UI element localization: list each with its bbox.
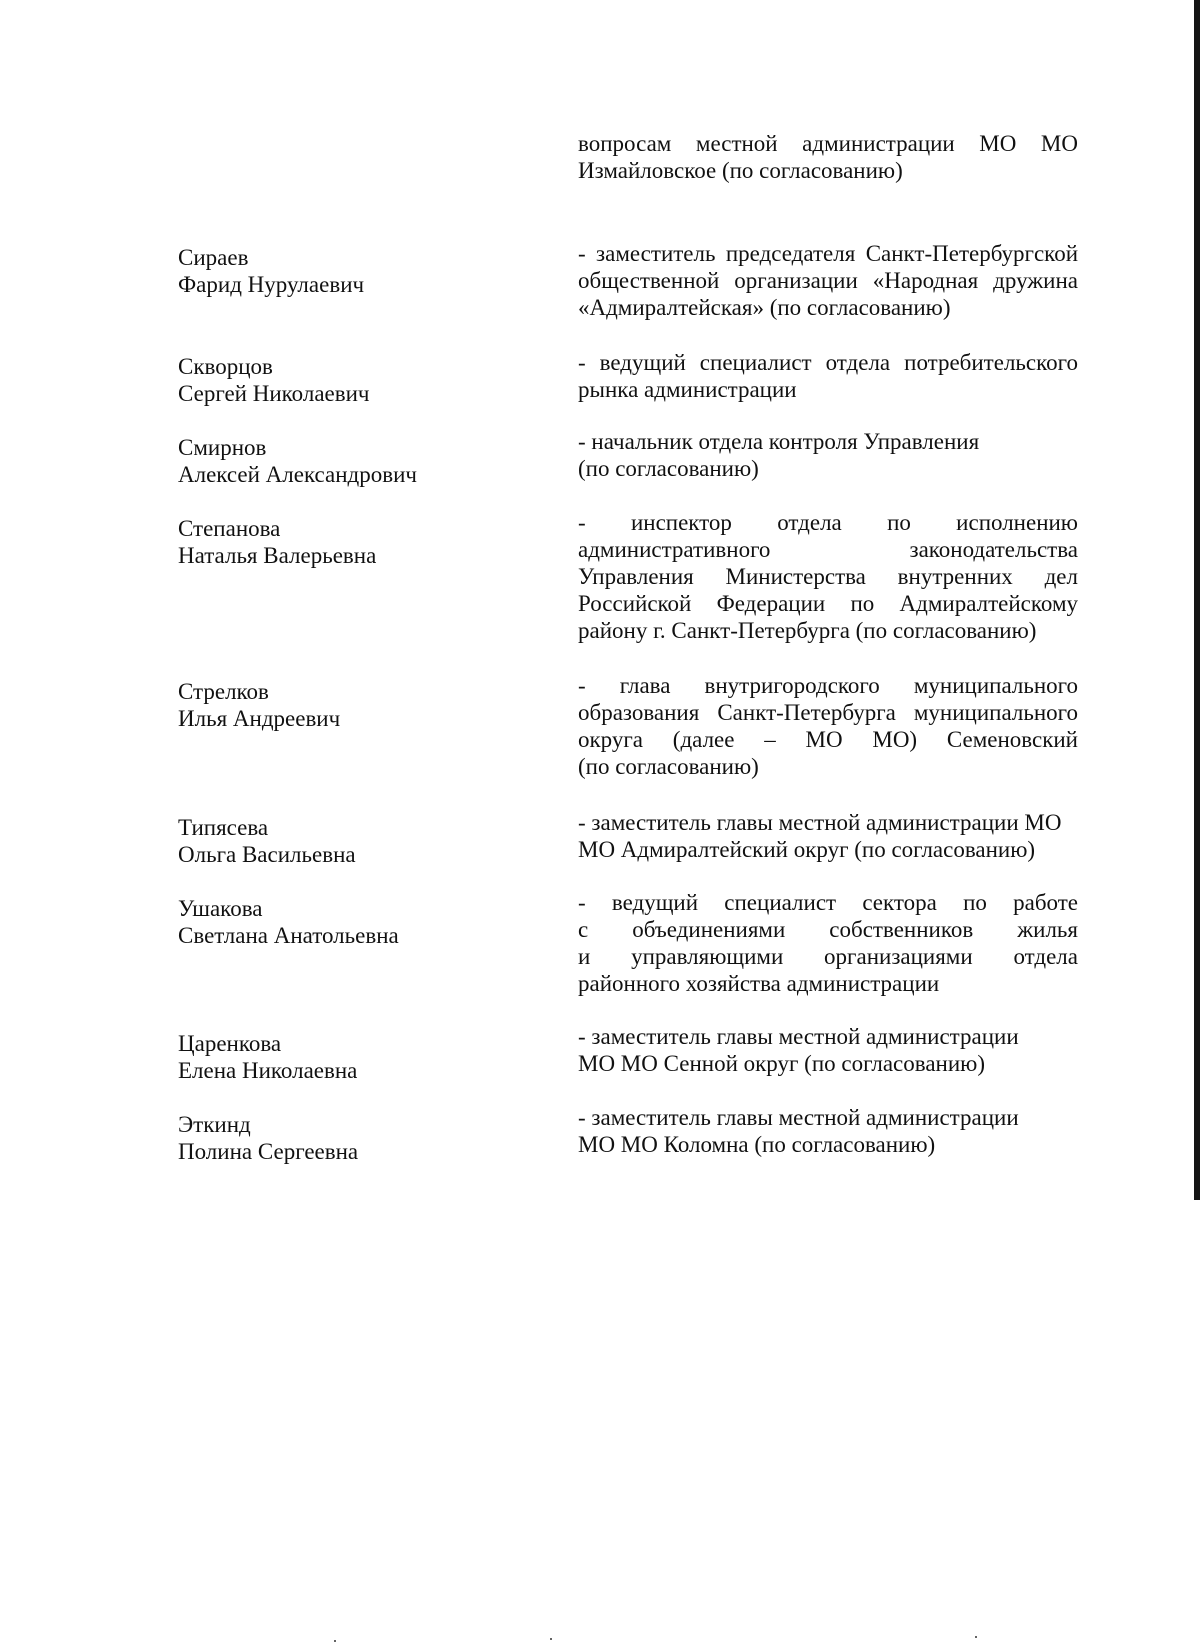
role-line: МО МО Сенной округ (по согласованию) — [578, 1051, 985, 1076]
member-role — [578, 672, 1078, 780]
member-role — [578, 809, 1078, 863]
member-surname: Стрелков — [178, 679, 269, 704]
scan-speck — [334, 1640, 336, 1642]
role-line: МО МО Коломна (по согласованию) — [578, 1132, 936, 1157]
scan-speck — [550, 1638, 552, 1640]
member-role — [578, 889, 1078, 997]
role-line: и управляющими организациями отдела — [578, 944, 1078, 969]
member-name — [178, 244, 508, 298]
member-given-name: Полина Сергеевна — [178, 1139, 359, 1164]
role-line: МО Адмиралтейский округ (по согласованию) — [578, 837, 1036, 862]
member-role — [578, 240, 1078, 321]
role-line: Российской Федерации по Адмиралтейскому — [578, 591, 1078, 616]
continued-role-text — [578, 130, 1078, 184]
member-role — [578, 428, 1078, 482]
member-given-name: Фарид Нурулаевич — [178, 272, 365, 297]
continued-role-line: вопросам местной администрации МО МО — [578, 131, 1078, 156]
member-given-name: Илья Андреевич — [178, 706, 341, 731]
role-line: (по согласованию) — [578, 754, 759, 779]
role-line: образования Санкт-Петербурга муниципального — [578, 700, 1078, 725]
member-given-name: Сергей Николаевич — [178, 381, 370, 406]
role-line: - заместитель главы местной администрации МО — [578, 810, 1062, 835]
member-surname: Скворцов — [178, 354, 273, 379]
member-role — [578, 1023, 1078, 1077]
role-line: с объединениями собственников жилья — [578, 917, 1078, 942]
role-line: - ведущий специалист сектора по работе — [578, 890, 1078, 915]
member-given-name: Ольга Васильевна — [178, 842, 356, 867]
role-line: «Адмиралтейская» (по согласованию) — [578, 295, 951, 320]
member-surname: Степанова — [178, 516, 281, 541]
member-role — [578, 1104, 1078, 1158]
role-line: Управления Министерства внутренних дел — [578, 564, 1078, 589]
role-line: округа (далее – МО МО) Семеновский — [578, 727, 1078, 752]
role-line: - ведущий специалист отдела потребительского — [578, 350, 1078, 375]
role-line: - заместитель главы местной администрации — [578, 1105, 1019, 1130]
role-line: району г. Санкт-Петербурга (по согласованию) — [578, 618, 1037, 643]
role-line: - заместитель главы местной администрации — [578, 1024, 1019, 1049]
member-surname: Смирнов — [178, 435, 267, 460]
member-name — [178, 678, 508, 732]
member-surname: Типясева — [178, 815, 269, 840]
role-line: общественной организации «Народная дружина — [578, 268, 1078, 293]
role-line: - инспектор отдела по исполнению — [578, 510, 1078, 535]
role-line: - начальник отдела контроля Управления — [578, 429, 980, 454]
member-given-name: Елена Николаевна — [178, 1058, 358, 1083]
member-name — [178, 1111, 508, 1165]
scan-speck — [975, 1636, 977, 1638]
member-name — [178, 814, 508, 868]
role-line: (по согласованию) — [578, 456, 759, 481]
member-surname: Эткинд — [178, 1112, 251, 1137]
role-line: - заместитель председателя Санкт-Петербургской — [578, 241, 1078, 266]
member-role — [578, 349, 1078, 403]
member-given-name: Наталья Валерьевна — [178, 543, 377, 568]
member-surname: Сираев — [178, 245, 249, 270]
role-line: рынка администрации — [578, 377, 797, 402]
continued-role-line: Измайловское (по согласованию) — [578, 158, 903, 183]
role-line: административного законодательства — [578, 537, 1078, 562]
member-name — [178, 353, 508, 407]
member-given-name: Алексей Александрович — [178, 462, 417, 487]
member-name — [178, 434, 508, 488]
role-line: - глава внутригородского муниципального — [578, 673, 1078, 698]
member-name — [178, 1030, 508, 1084]
member-given-name: Светлана Анатольевна — [178, 923, 399, 948]
member-name — [178, 895, 508, 949]
member-surname: Ушакова — [178, 896, 263, 921]
role-line: районного хозяйства администрации — [578, 971, 940, 996]
scan-edge-shadow — [1194, 0, 1200, 1200]
member-surname: Царенкова — [178, 1031, 282, 1056]
member-name — [178, 515, 508, 569]
member-role — [578, 509, 1078, 644]
